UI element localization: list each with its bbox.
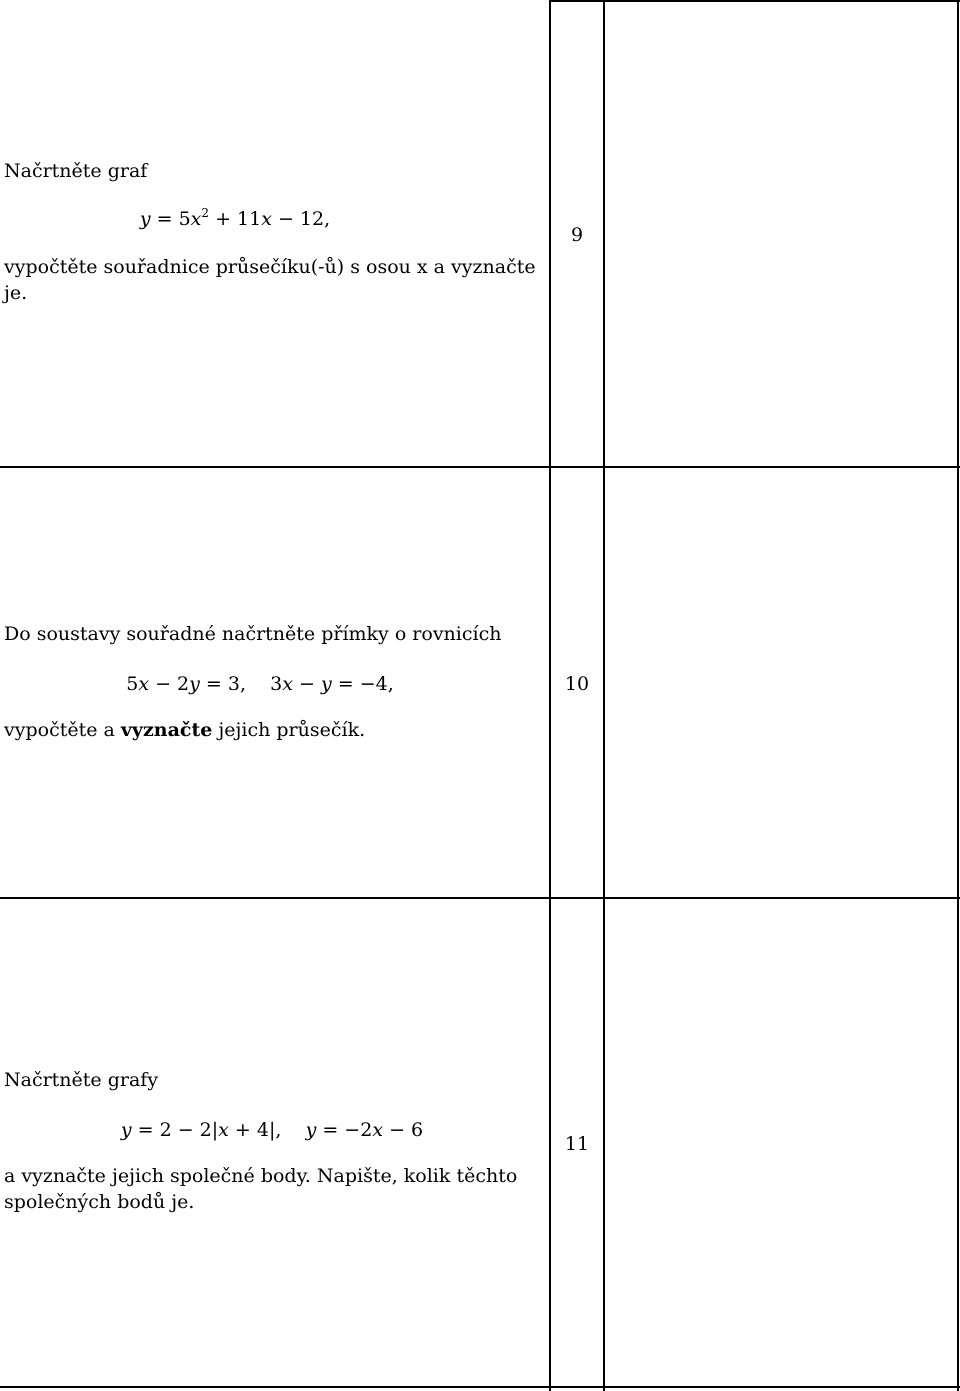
task-10-outro-bold: vyznačte xyxy=(120,719,213,741)
task-11-text xyxy=(4,1067,546,1215)
task-10-outro xyxy=(4,717,546,743)
task-9-text xyxy=(4,158,546,306)
column-divider-right xyxy=(603,2,605,1391)
task-9-outro: vypočtěte souřadnice průsečíku(-ů) s osou x a vyznačte je. xyxy=(4,256,536,304)
task-10-equation: 5x − 2y = 3, 3x − y = −4, xyxy=(126,673,394,695)
task-10-number: 10 xyxy=(564,673,590,695)
column-divider-left xyxy=(549,2,551,1391)
task-10-outro-suffix: jejich průsečík. xyxy=(218,719,366,741)
row-divider-2 xyxy=(0,897,960,899)
task-9-number: 9 xyxy=(570,224,584,246)
task-11-intro: Načrtněte grafy xyxy=(4,1069,159,1091)
row-divider-1 xyxy=(0,466,960,468)
task-10-intro: Do soustavy souřadné načrtněte přímky o rovnicích xyxy=(4,623,502,645)
task-11-equation: y = 2 − 2|x + 4|, y = −2x − 6 xyxy=(120,1119,424,1141)
row-divider-3 xyxy=(0,1386,960,1388)
task-11-number: 11 xyxy=(564,1133,590,1155)
task-10-text xyxy=(4,621,546,743)
task-9-intro: Načrtněte graf xyxy=(4,160,148,182)
task-11-outro: a vyznačte jejich společné body. Napište, kolik těchto společných bodů je. xyxy=(4,1165,518,1213)
task-9-equation: $y = 5x^2 + 11x - 12$, xyxy=(139,206,331,230)
task-10-outro-prefix: vypočtěte a xyxy=(4,719,115,741)
row-divider-top xyxy=(549,0,960,2)
page-right-edge xyxy=(957,2,959,1391)
